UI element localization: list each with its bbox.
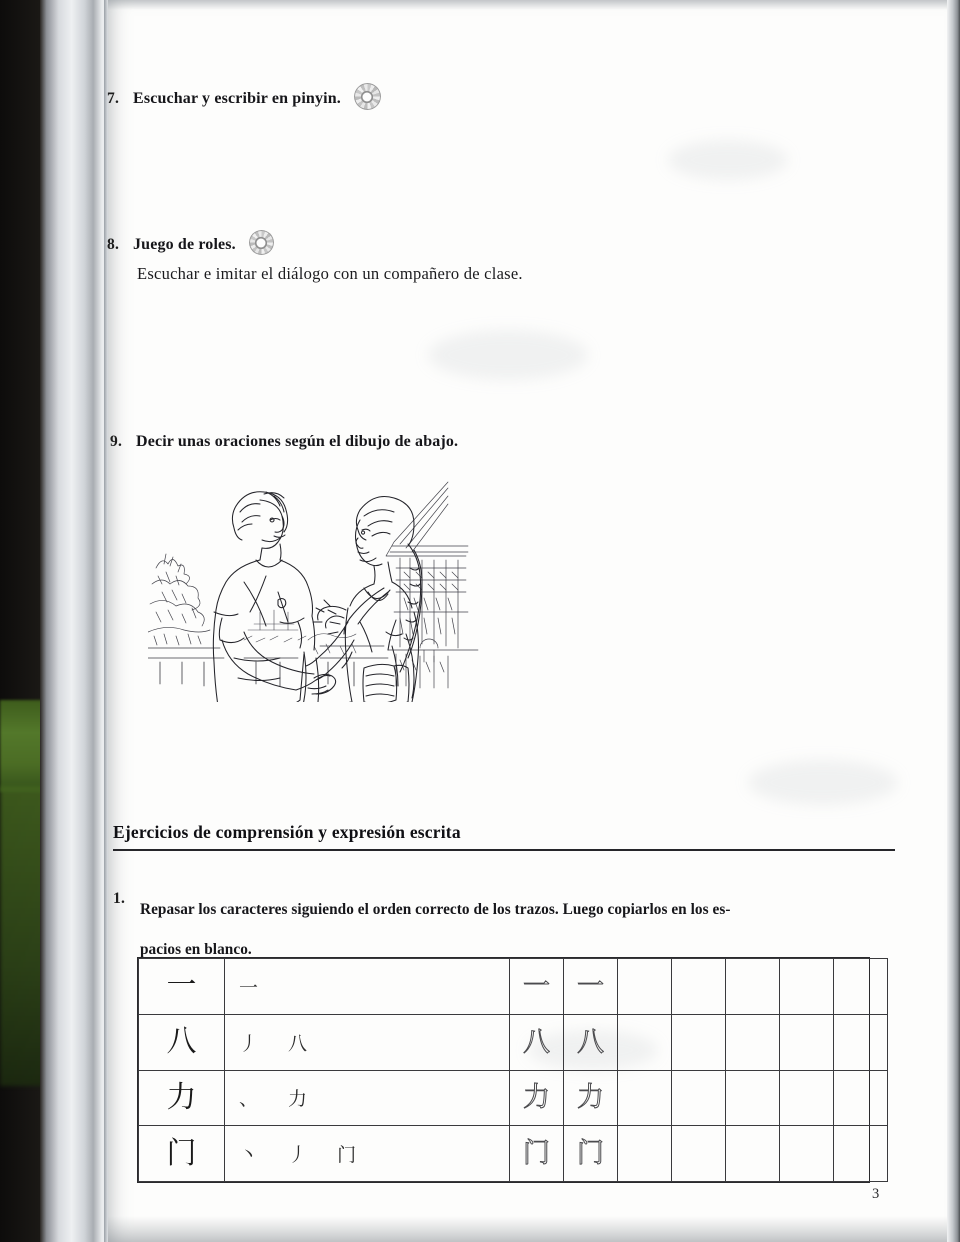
exercise-8 (107, 224, 274, 254)
stroke-order-sequence: 、 力 (239, 1088, 320, 1111)
blank-writing-cell[interactable] (672, 1126, 726, 1182)
model-character-cell (139, 959, 225, 1015)
character-row (139, 1014, 888, 1070)
tracing-cell[interactable] (564, 1014, 618, 1070)
blank-writing-cell[interactable] (618, 959, 672, 1015)
tracing-cell[interactable] (510, 1014, 564, 1070)
traced-outline-character: 力 (577, 1082, 604, 1114)
blank-writing-cell[interactable] (672, 959, 726, 1015)
traced-outline-character: 八 (577, 1026, 604, 1058)
exercise-9-number: 9. (110, 433, 123, 450)
model-character-cell (139, 1070, 225, 1126)
two-students-shaking-hands-illustration (148, 472, 488, 702)
page-bottom-shadow (108, 1216, 950, 1242)
writing-exercise-1-line1: Repasar los caracteres siguiendo el orden correcto de los trazos. Luego copiarlos en los es- (140, 901, 731, 918)
traced-outline-character: 门 (523, 1138, 550, 1170)
model-character: 一 (166, 968, 197, 1004)
tracing-cell[interactable] (510, 959, 564, 1015)
tracing-cell[interactable] (510, 1070, 564, 1126)
character-practice-table (138, 958, 888, 1182)
tracing-cell[interactable] (564, 1070, 618, 1126)
blank-writing-cell[interactable] (834, 959, 888, 1015)
book-gutter-page-block (40, 0, 112, 1242)
blank-writing-cell[interactable] (834, 1126, 888, 1182)
exercise-7-title: Escuchar y escribir en pinyin. (133, 90, 341, 107)
traced-outline-character: 力 (523, 1082, 550, 1114)
exercise-7-number: 7. (107, 90, 120, 107)
stroke-order-cell (225, 1070, 510, 1126)
tracing-cell[interactable] (564, 959, 618, 1015)
blank-writing-cell[interactable] (672, 1070, 726, 1126)
exercise-9-title: Decir unas oraciones según el dibujo de abajo. (136, 433, 459, 450)
exercise-8-number: 8. (107, 236, 120, 253)
page-right-edge (947, 0, 960, 1242)
stroke-order-cell (225, 959, 510, 1015)
tracing-cell[interactable] (564, 1126, 618, 1182)
model-character: 力 (166, 1079, 197, 1115)
cd-icon (249, 230, 274, 255)
section-heading (113, 822, 895, 851)
traced-outline-character: 一 (577, 970, 604, 1002)
page-top-shadow (108, 0, 950, 10)
model-character-cell (139, 1126, 225, 1182)
exercise-7 (107, 76, 381, 108)
stroke-order-cell (225, 1126, 510, 1182)
writing-exercise-1-number: 1. (113, 890, 126, 907)
exercise-8-title: Juego de roles. (133, 236, 236, 253)
blank-writing-cell[interactable] (780, 1070, 834, 1126)
exercise-8-subtitle: Escuchar e imitar el diálogo con un compañero de clase. (137, 264, 523, 283)
blank-writing-cell[interactable] (618, 1014, 672, 1070)
blank-writing-cell[interactable] (780, 1126, 834, 1182)
traced-outline-character: 门 (577, 1138, 604, 1170)
blank-writing-cell[interactable] (834, 1014, 888, 1070)
model-character: 门 (166, 1135, 197, 1171)
character-row (139, 1070, 888, 1126)
character-practice-grid (137, 957, 870, 1183)
blank-writing-cell[interactable] (618, 1070, 672, 1126)
section-underline-rule (113, 849, 895, 851)
tracing-cell[interactable] (510, 1126, 564, 1182)
blank-writing-cell[interactable] (726, 1126, 780, 1182)
blank-writing-cell[interactable] (672, 1014, 726, 1070)
blank-writing-cell[interactable] (834, 1070, 888, 1126)
section-title: Ejercicios de comprensión y expresión escrita (113, 822, 461, 842)
blank-writing-cell[interactable] (780, 959, 834, 1015)
character-row (139, 1126, 888, 1182)
model-character-cell (139, 1014, 225, 1070)
stroke-order-sequence: 丿 八 (239, 1032, 320, 1055)
writing-exercise-1-line2: pacios en blanco. (140, 941, 252, 958)
blank-writing-cell[interactable] (726, 1014, 780, 1070)
exercise-9 (110, 433, 458, 451)
blank-writing-cell[interactable] (726, 959, 780, 1015)
stroke-order-cell (225, 1014, 510, 1070)
blank-writing-cell[interactable] (726, 1070, 780, 1126)
stroke-order-sequence: 丶 丿 门 (239, 1144, 369, 1167)
blank-writing-cell[interactable] (780, 1014, 834, 1070)
blank-writing-cell[interactable] (618, 1126, 672, 1182)
model-character: 八 (166, 1024, 197, 1060)
cd-icon (354, 83, 381, 110)
page-number: 3 (872, 1186, 880, 1202)
traced-outline-character: 八 (523, 1026, 550, 1058)
character-row (139, 959, 888, 1015)
traced-outline-character: 一 (523, 970, 550, 1002)
stroke-order-sequence: 一 (239, 976, 271, 999)
